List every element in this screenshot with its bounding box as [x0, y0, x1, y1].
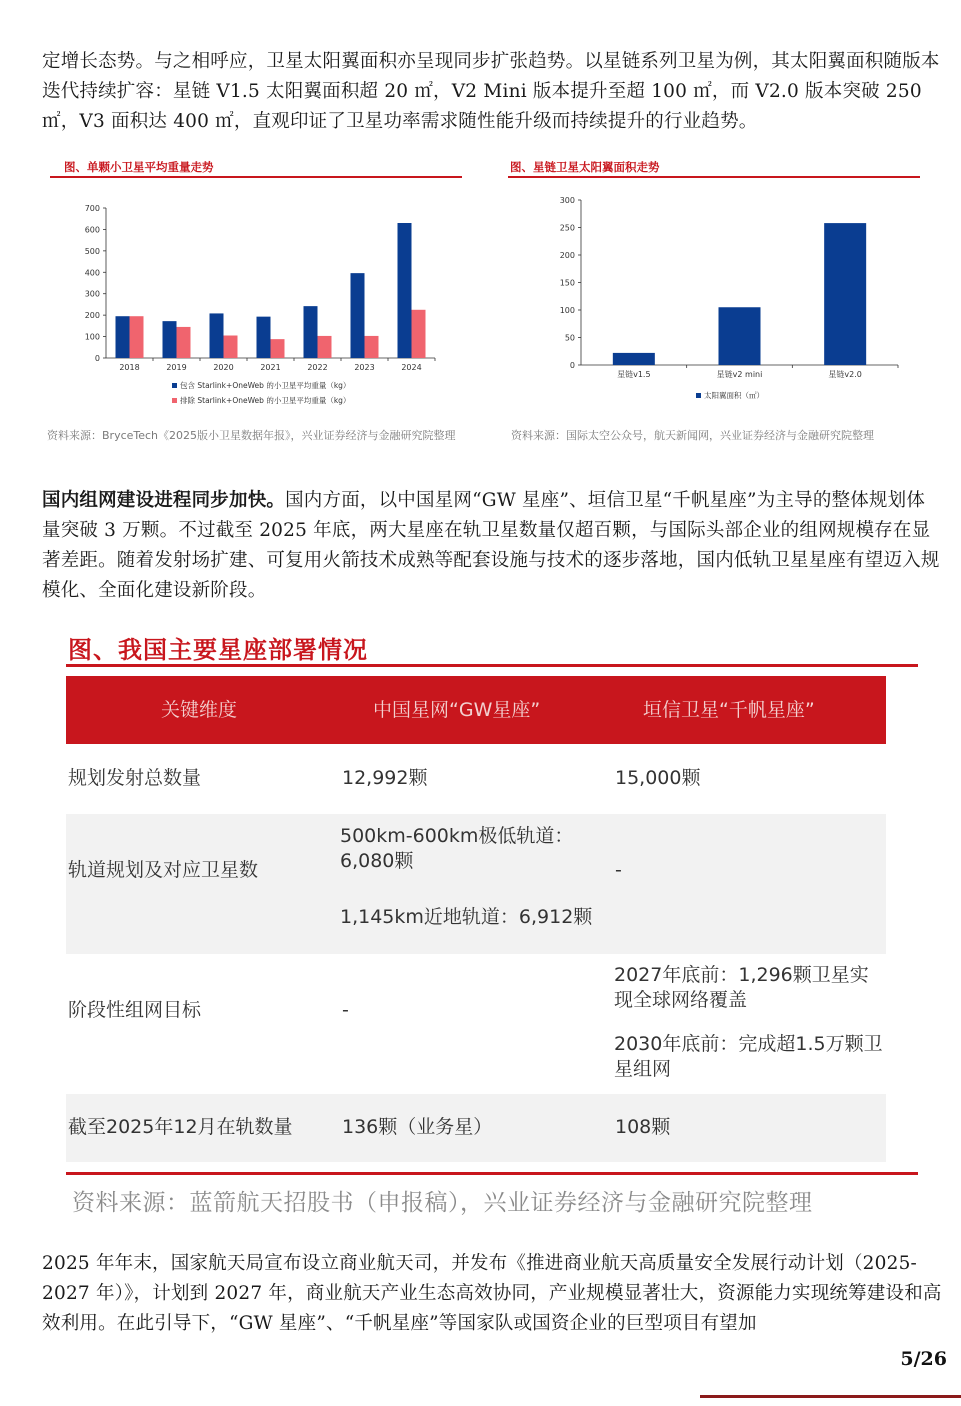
bar-2022-0 [304, 306, 318, 358]
satellite-weight-chart [44, 192, 464, 414]
x-tick-label: 星链v1.5 [617, 370, 651, 379]
x-tick-label: 星链v2.0 [828, 370, 862, 379]
y-tick-label: 0 [569, 361, 575, 370]
legend-label: 排除 Starlink+OneWeb 的小卫星平均重量（kg） [180, 396, 351, 405]
legend-label: 太阳翼面积（㎡） [704, 391, 764, 400]
table-top-rule [66, 664, 918, 667]
legend-label: 包含 Starlink+OneWeb 的小卫星平均重量（kg） [180, 381, 351, 390]
bar-2020-0 [210, 313, 224, 358]
table-bottom-rule [66, 1172, 918, 1175]
cell-gw: 136颗（业务星） [342, 1116, 493, 1138]
y-tick-label: 700 [84, 204, 100, 213]
paragraph-lead-bold: 国内组网建设进程同步加快。 [42, 490, 286, 511]
y-tick-label: 200 [84, 311, 100, 321]
x-tick-label: 2018 [119, 363, 140, 372]
y-tick-label: 100 [559, 306, 575, 315]
y-tick-label: 500 [84, 246, 100, 256]
figure-right-source: 资料来源：国际太空公众号，航天新闻网，兴业证券经济与金融研究院整理 [511, 429, 874, 442]
x-tick-label: 2024 [401, 363, 422, 372]
cell-qianfan-goal-a: 2027年底前：1,296颗卫星实现全球网络覆盖 [614, 964, 869, 1011]
figure-right-rule [508, 176, 920, 178]
y-tick-label: 150 [559, 278, 575, 288]
y-tick-label: 100 [84, 332, 100, 342]
x-tick-label: 2021 [260, 363, 281, 372]
row-label: 规划发射总数量 [68, 767, 202, 789]
bar-2021-0 [257, 317, 271, 358]
bar-星链v1.5-0 [613, 353, 655, 365]
y-tick-label: 50 [564, 333, 575, 343]
cell-gw-orbit-a: 500km-600km极低轨道：6,080颗 [340, 825, 574, 872]
paragraph-body: 国内方面，以中国星网“GW 星座”、垣信卫星“千帆星座”为主导的整体规划体量突破 3 万颗。不过截至 2025 年底，两大星座在轨卫星数量仅超百颗，与国际头部企业的组网规模存在显著差距。随着发射场扩建、可复用火箭技术成熟等配套设施与技术的逐步落地，国内低轨卫星星座有望迈入规模化、全面化建设新阶段。 [42, 490, 940, 601]
x-tick-label: 2023 [354, 363, 375, 372]
bar-2023-0 [351, 273, 365, 358]
y-tick-label: 400 [84, 268, 100, 278]
paragraph-solar-wing: 定增长态势。与之相呼应，卫星太阳翼面积亦呈现同步扩张趋势。以星链系列卫星为例，其太阳翼面积随版本迭代持续扩容：星链 V1.5 太阳翼面积超 20 ㎡，V2 Mini 版本提升至超 100 ㎡，而 V2.0 版本突破 250 ㎡，V3 面积达 400 ㎡，直观印证了卫星功率需求随性能升级而持续提升的行业趋势。 [42, 51, 940, 132]
figure-left-rule [50, 176, 462, 178]
header-gw: 中国星网“GW星座” [373, 699, 541, 721]
row-label: 阶段性组网目标 [68, 999, 202, 1021]
y-tick-label: 300 [559, 196, 575, 205]
cell-gw: 12,992颗 [342, 767, 428, 789]
bar-2024-0 [398, 223, 412, 358]
table-row [66, 814, 886, 954]
bar-2021-1 [271, 339, 285, 358]
row-label: 截至2025年12月在轨数量 [68, 1116, 293, 1138]
y-tick-label: 300 [84, 289, 100, 299]
figure-left-title: 图、单颗小卫星平均重量走势 [64, 160, 214, 174]
x-tick-label: 星链v2 mini [716, 370, 763, 379]
bar-星链v2.0-0 [824, 223, 866, 365]
header-qianfan: 垣信卫星“千帆星座” [643, 699, 815, 721]
bar-2022-1 [318, 336, 332, 358]
x-tick-label: 2022 [307, 363, 328, 372]
cell-qianfan: - [615, 859, 622, 881]
x-tick-label: 2020 [213, 363, 234, 372]
paragraph-policy: 2025 年年末，国家航天局宣布设立商业航天司，并发布《推进商业航天高质量安全发展行动计划（2025-2027 年）》，计划到 2027 年，商业航天产业生态高效协同，产业规模显著壮大，资源能力实现统筹建设和高效利用。在此引导下，“GW 星座”、“千帆星座”等国家队或国资企业的巨型项目有望加 [42, 1253, 942, 1334]
y-tick-label: 200 [559, 251, 575, 260]
table-row [66, 954, 886, 1094]
table-header [66, 676, 886, 744]
y-tick-label: 250 [559, 223, 575, 233]
cell-gw: - [342, 999, 349, 1021]
y-tick-label: 0 [94, 354, 100, 363]
bar-2023-1 [365, 336, 379, 358]
bar-2019-1 [177, 327, 191, 358]
paragraph-domestic-network [42, 486, 942, 606]
legend-swatch [172, 383, 177, 388]
cell-qianfan: 108颗 [615, 1116, 671, 1138]
table-row [66, 1094, 886, 1162]
row-label: 轨道规划及对应卫星数 [68, 859, 259, 881]
bar-2018-1 [130, 316, 144, 358]
bar-2024-1 [412, 310, 426, 358]
page-number: 5/26 [900, 1348, 947, 1370]
legend-swatch [172, 398, 177, 403]
cell-qianfan: 15,000颗 [615, 767, 701, 789]
bar-2020-1 [224, 336, 238, 359]
bar-星链v2 mini-0 [719, 307, 761, 365]
footer-rule [700, 1395, 961, 1398]
bar-2019-0 [163, 321, 177, 358]
table-source: 资料来源：蓝箭航天招股书（申报稿），兴业证券经济与金融研究院整理 [72, 1190, 813, 1216]
y-tick-label: 600 [84, 225, 100, 235]
solar-wing-area-chart [544, 190, 924, 412]
figure-left-source: 资料来源：BryceTech《2025版小卫星数据年报》，兴业证券经济与金融研究院整理 [47, 429, 456, 442]
table-row [66, 746, 886, 814]
bar-2018-0 [116, 316, 130, 358]
legend-swatch [696, 393, 701, 398]
x-tick-label: 2019 [166, 363, 187, 372]
header-dimension: 关键维度 [161, 699, 238, 721]
table-title: 图、我国主要星座部署情况 [68, 636, 368, 664]
cell-gw-orbit-b: 1,145km近地轨道：6,912颗 [340, 906, 593, 928]
figure-right-title: 图、星链卫星太阳翼面积走势 [510, 160, 660, 174]
cell-qianfan-goal-b: 2030年底前：完成超1.5万颗卫星组网 [614, 1033, 883, 1080]
